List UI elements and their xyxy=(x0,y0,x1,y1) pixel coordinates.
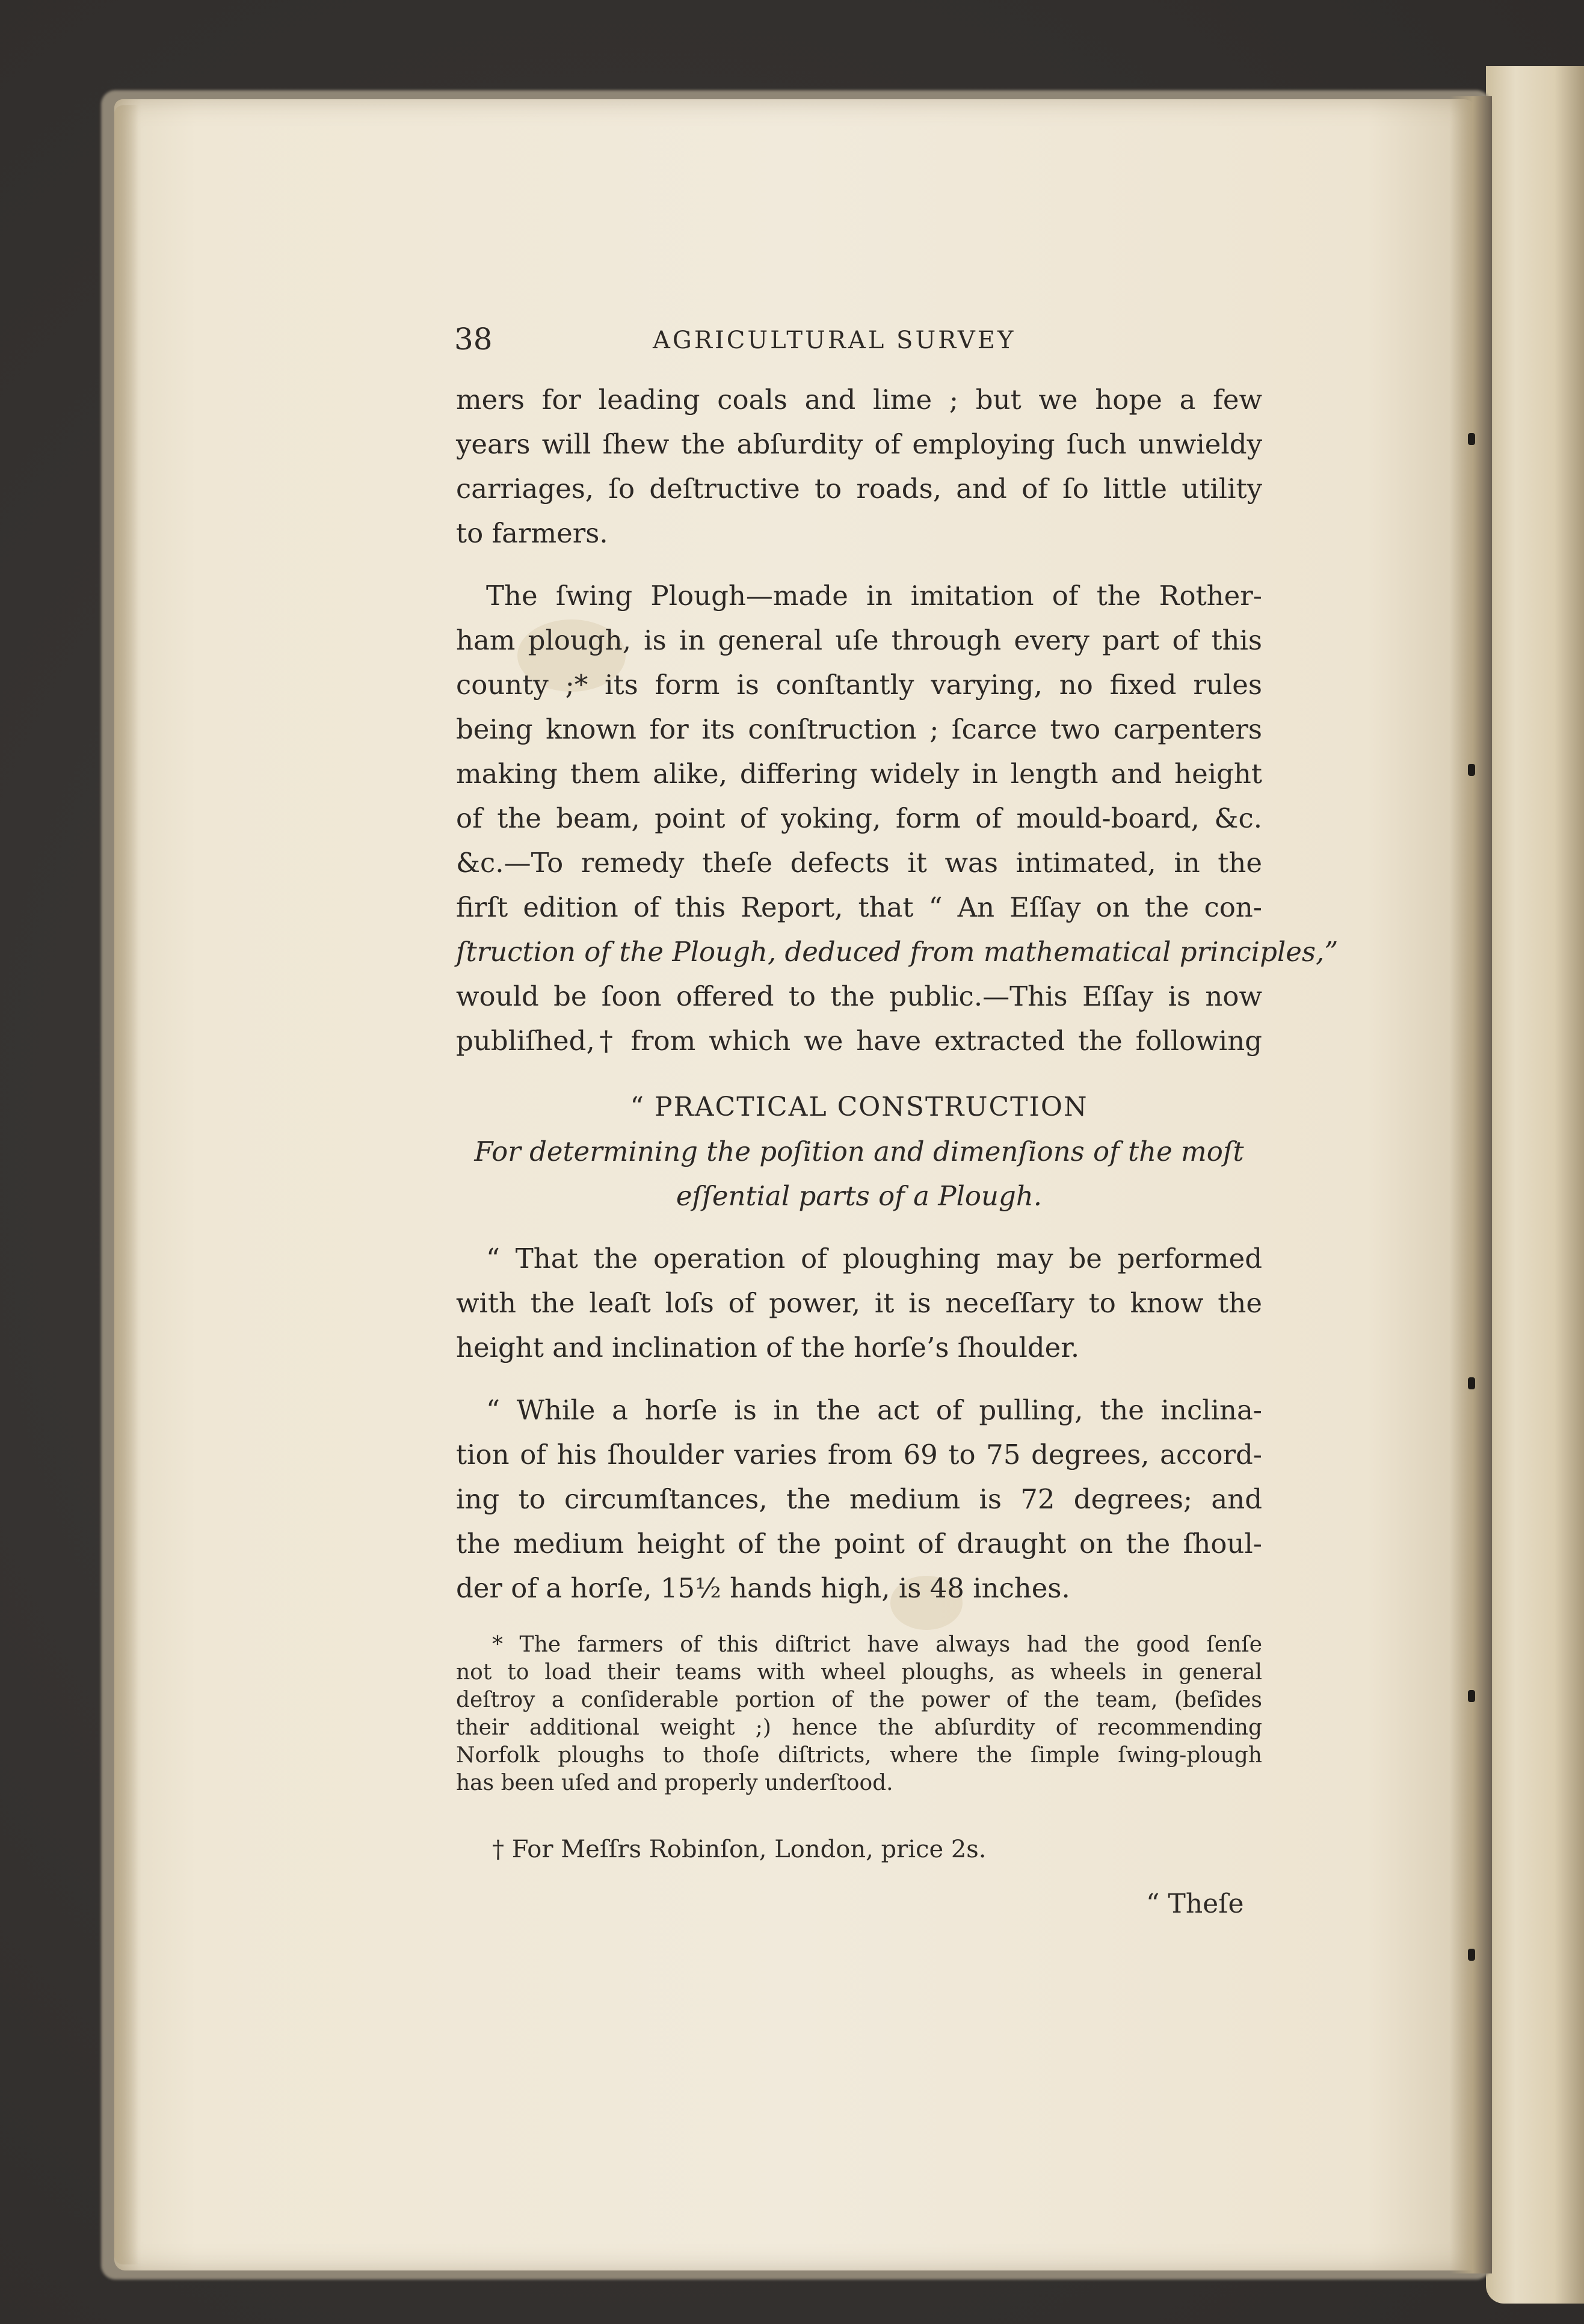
footnote-line: has been uſed and properly underſtood. xyxy=(456,1771,893,1795)
text-line: &c.—To remedy theſe defects it was intimated, in the xyxy=(456,847,1262,879)
text-line: the medium height of the point of draught on the ſhoul- xyxy=(456,1528,1262,1560)
section-subheading-line: For determining the poſition and dimenſions of the moſt xyxy=(474,1136,1244,1167)
text-line: to farmers. xyxy=(456,517,608,549)
paragraph-1 xyxy=(456,378,1262,556)
page-number: 38 xyxy=(454,322,493,357)
section-subheading-line: eſſential parts of a Plough. xyxy=(676,1180,1043,1212)
text-line: making them alike, differing widely in length and height xyxy=(456,758,1262,790)
text-line: The ſwing Plough—made in imitation of the Rother- xyxy=(486,580,1262,612)
text-line: mers for leading coals and lime ; but we hope a few xyxy=(456,384,1262,416)
text-line: would be ſoon offered to the public.—This Eſſay is now xyxy=(456,980,1262,1012)
text-line: carriages, ſo deſtructive to roads, and of ſo little utility xyxy=(456,473,1262,505)
binding-thread xyxy=(1468,1690,1475,1702)
footnote-line: Norfolk ploughs to thoſe diſtricts, where the ſimple ſwing-plough xyxy=(456,1743,1262,1768)
section-heading: “ PRACTICAL CONSTRUCTION xyxy=(630,1092,1088,1122)
text-line: with the leaſt loſs of power, it is neceſſary to know the xyxy=(456,1287,1262,1319)
text-line: years will ſhew the abſurdity of employing ſuch unwieldy xyxy=(456,428,1262,460)
page-left-edge xyxy=(114,105,138,2264)
text-line: “ That the operation of ploughing may be performed xyxy=(486,1243,1262,1274)
paragraph-2 xyxy=(456,574,1339,1063)
text-line: publiſhed,† from which we have extracted the following xyxy=(456,1025,1262,1057)
page-header xyxy=(454,322,1266,364)
paragraph-4 xyxy=(456,1388,1262,1611)
binding-thread xyxy=(1468,764,1475,776)
paragraph-3 xyxy=(456,1237,1262,1370)
footnote-line: not to load their teams with wheel ploughs, as wheels in general xyxy=(456,1660,1262,1685)
footnote-line: their additional weight ;) hence the abſurdity of recommending xyxy=(456,1715,1262,1740)
footnotes xyxy=(456,1631,1262,1864)
footnote-line: deſtroy a conſiderable portion of the power of the team, (beſides xyxy=(456,1688,1262,1712)
text-line: being known for its conſtruction ; ſcarce two carpenters xyxy=(456,713,1262,745)
text-line: ham plough, is in general uſe through every part of this xyxy=(456,624,1262,656)
catchword: “ Theſe xyxy=(1146,1889,1244,1919)
footnote-2: † For Meſſrs Robinſon, London, price 2s. xyxy=(492,1836,987,1863)
text-line: of the beam, point of yoking, form of mould-board, &c. xyxy=(456,802,1262,834)
running-head: AGRICULTURAL SURVEY xyxy=(653,327,1016,354)
footnote-line: * The farmers of this diſtrict have always had the good ſenſe xyxy=(492,1632,1262,1657)
binding-thread xyxy=(1468,1949,1475,1961)
text-line: tion of his ſhoulder varies from 69 to 75 degrees, accord- xyxy=(456,1439,1262,1471)
text-line: “ While a horſe is in the act of pulling, the inclina- xyxy=(486,1394,1262,1426)
text-line: firſt edition of this Report, that “ An Eſſay on the con- xyxy=(456,891,1262,923)
facing-page-edge xyxy=(1486,66,1584,2304)
body-text xyxy=(456,378,1339,1611)
text-line: ſtruction of the Plough, deduced from mathematical principles,” xyxy=(456,936,1339,968)
text-line: der of a horſe, 15½ hands high, is 48 inches. xyxy=(456,1572,1070,1604)
text-line: county ;* its form is conſtantly varying, no fixed rules xyxy=(456,669,1262,701)
binding-thread xyxy=(1468,433,1475,445)
binding-thread xyxy=(1468,1377,1475,1389)
text-line: height and inclination of the horſe’s ſhoulder. xyxy=(456,1332,1080,1363)
binding-gutter xyxy=(1450,96,1492,2273)
text-line: ing to circumſtances, the medium is 72 degrees; and xyxy=(456,1483,1262,1515)
footnote-1 xyxy=(456,1631,1262,1797)
